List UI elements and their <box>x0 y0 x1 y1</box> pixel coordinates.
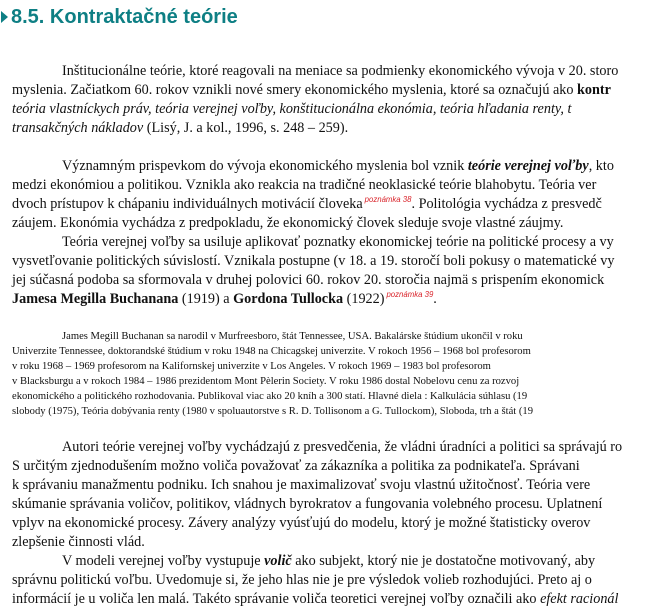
paragraph-3-line-4: skúmanie správania voličov, politikov, vládnych byrokratov a fungovania volebného procesu. Uplatnení <box>12 496 603 512</box>
section-number: 8.5. <box>11 5 45 28</box>
footnote-link-38[interactable]: poznámka 38 <box>364 195 412 204</box>
paragraph-3-line-2: S určitým zjednodušením možno voliča považovať za zákazníka a politika za podnikateľa. Správani <box>12 458 580 474</box>
paragraph-2-line-7: jej súčasná podoba sa sformovala v druhej polovici 60. rokov 20. storočia najmä s prispením ekonomick <box>12 272 605 288</box>
note-line-1: James Megill Buchanan sa narodil v Murfreesboro, štát Tennessee, USA. Bakalárske štúdium ukončil v roku <box>62 331 523 342</box>
paragraph-1-line-2: myslenia. Začiatkom 60. rokov vznikli nové smery ekonomického myslenia, ktoré sa označujú ako kontr <box>12 82 611 98</box>
paragraph-4-line-3: informácií je u voliča len malá. Takéto správanie voliča teoretici verejnej voľby označili ako efekt racionál <box>12 591 619 607</box>
paragraph-1-line-3: teória vlastníckych práv, teória verejnej voľby, konštitucionálna ekonómia, teória hľadania renty, t <box>12 101 572 117</box>
note-line-6: slobody (1975), Teória dobývania renty (1980 v spoluautorstve s R. D. Tollisonom a G. Tullockom), Sloboda, trh a štát (19 <box>12 406 534 417</box>
paragraph-2-line-2: medzi ekonómiou a politikou. Vznikla ako reakcia na tradičné neoklasické teórie blahobytu. Teória ver <box>12 177 597 193</box>
section-heading <box>0 2 238 32</box>
paragraph-2-line-8: Jamesa Megilla Buchanana (1919) a Gordona Tullocka (1922) $^{poznámka 39}$. <box>12 290 437 307</box>
paragraph-2-line-4: záujem. Ekonómia vychádza z predpokladu, že ekonomický človek sleduje svoje vlastné záujmy. <box>12 215 564 231</box>
paragraph-1-line-1: Inštitucionálne teórie, ktoré reagovali na meniace sa podmienky ekonomického vývoja v 20. storo <box>62 63 619 79</box>
note-line-2: Univerzite Tennessee, doktorandské štúdium v roku 1948 na Chicagskej univerzite. V rokoch 1956 – 1968 bol profesorom <box>12 346 531 357</box>
paragraph-2-line-3: dvoch prístupov k chápaniu individuálnych motivácií človeka $^{poznámka 38}$. Politológia vychádza z presvedč <box>12 195 602 212</box>
footnote-link-39[interactable]: poznámka 39 <box>386 290 434 299</box>
paragraph-4-line-2: správnu politickú voľbu. Uvedomuje si, že jeho hlas nie je pre výsledok volieb rozhodujúci. Preto aj o <box>12 572 592 588</box>
paragraph-4-line-1: V modeli verejnej voľby vystupuje volič ako subjekt, ktorý nie je dostatočne motivovaný, aby <box>62 553 596 569</box>
section-title: Kontraktačné teórie <box>49 5 238 28</box>
heading-bullet-icon <box>1 11 8 23</box>
paragraph-2-line-6: vysvetľovanie politických súvislostí. Vznikala postupne (v 18. a 19. storočí boli pokusy o matematické vy <box>12 253 615 269</box>
paragraph-3-line-6: zlepšenie činnosti vlád. <box>12 534 145 550</box>
paragraph-3-line-5: vplyv na ekonomické procesy. Závery analýzy vyúsťujú do modelu, ktorý je možné štatisticky overov <box>12 515 591 531</box>
paragraph-2-line-1: Významným prispevkom do vývoja ekonomického myslenia bol vznik teórie verejnej voľby, kto <box>62 158 614 174</box>
note-line-5: ekonomického a politického rozhodovania. Publikoval viac ako 20 kníh a 300 statí. Hlavné diela : Kalkulácia súhlasu (19 <box>12 391 528 402</box>
note-line-4: v Blacksburgu a v rokoch 1984 – 1986 prezidentom Mont Pèlerin Society. V roku 1986 dostal Nobelovu cenu za rozvoj <box>12 376 520 387</box>
note-line-3: v roku 1968 – 1969 profesorom na Kalifornskej univerzite v Los Angeles. V rokoch 1969 – 1983 bol profesorom <box>12 361 491 372</box>
paragraph-1-line-4: transakčných nákladov (Lisý, J. a kol., 1996, s. 248 – 259). <box>12 120 349 136</box>
paragraph-2-line-5: Teória verejnej voľby sa usiluje aplikovať poznatky ekonomickej teórie na politické procesy a vy <box>62 234 614 250</box>
paragraph-3-line-3: k správaniu manažmentu podniku. Ich snahou je maximalizovať svoju vlastnú užitočnosť. Teória vere <box>12 477 591 493</box>
paragraph-3-line-1: Autori teórie verejnej voľby vychádzajú z presvedčenia, že vládni úradníci a politici sa správajú ro <box>62 439 623 455</box>
